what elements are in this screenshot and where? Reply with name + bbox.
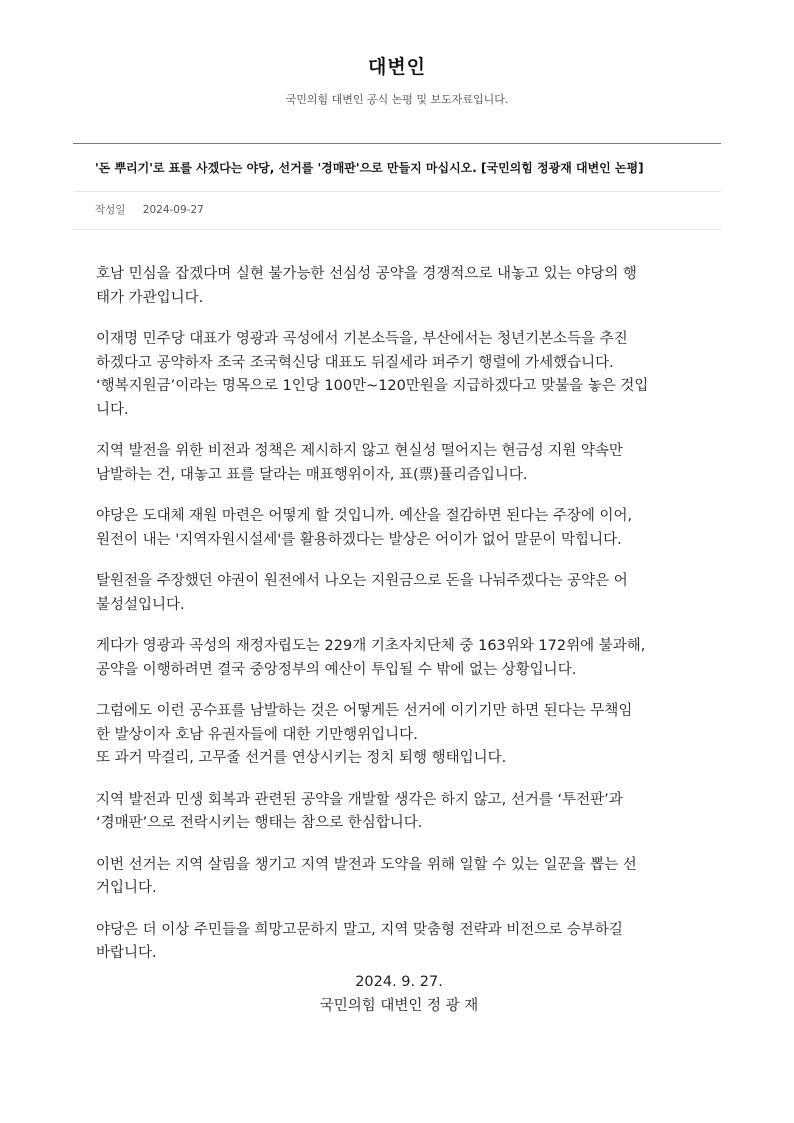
body-paragraph bbox=[96, 263, 702, 310]
body-line: 야당은 도대체 재원 마련은 어떻게 할 것입니까. 예산을 절감하면 된다는 주장에 이어, bbox=[96, 508, 633, 524]
body-paragraph bbox=[96, 570, 702, 617]
signature-block bbox=[96, 970, 702, 1018]
date-label: 작성일 bbox=[95, 204, 126, 216]
body-line: 이번 선거는 지역 살림을 챙기고 지역 발전과 도약을 위해 일할 수 있는 일꾼을 뽑는 선 bbox=[96, 856, 637, 873]
body-line: 그럼에도 이런 공수표를 남발하는 것은 어떻게든 선거에 이기기만 하면 된다는 무책임 bbox=[96, 703, 633, 719]
post-title: '돈 뿌리기'로 표를 사겠다는 야당, 선거를 '경매판'으로 만들지 마십시오. [국민의힘 정광재 대변인 논평] bbox=[95, 161, 644, 175]
signature-author: 국민의힘 대변인 정 광 재 bbox=[319, 998, 479, 1014]
body-line: 탈원전을 주장했던 야권이 원전에서 나오는 지원금으로 돈을 나눠주겠다는 공약은 어 bbox=[96, 573, 628, 589]
body-paragraph bbox=[96, 505, 702, 552]
post-title-bar bbox=[73, 143, 721, 192]
site-title[interactable]: 대변인 bbox=[367, 56, 427, 78]
body-line: 공약을 이행하려면 결국 중앙정부의 예산이 투입될 수 밖에 없는 상황입니다. bbox=[96, 661, 577, 678]
post-body bbox=[96, 263, 702, 984]
body-line: 지역 발전을 위한 비전과 정책은 제시하지 않고 현실성 떨어지는 현금성 지원 약속만 bbox=[96, 443, 623, 459]
body-line: 거입니다. bbox=[96, 880, 157, 896]
body-paragraph bbox=[96, 789, 702, 836]
body-line: 지역 발전과 민생 회복과 관련된 공약을 개발할 생각은 하지 않고, 선거를 ‘투전판’과 bbox=[96, 791, 623, 808]
body-line: 니다. bbox=[96, 401, 129, 418]
body-paragraph bbox=[96, 635, 702, 682]
body-line: 불성설입니다. bbox=[96, 596, 185, 613]
body-paragraph bbox=[96, 919, 702, 966]
post-date: 2024-09-27 bbox=[142, 204, 204, 216]
body-line: ‘경매판’으로 전락시키는 행태는 참으로 한심합니다. bbox=[96, 815, 423, 831]
body-paragraph bbox=[96, 328, 702, 422]
press-release bbox=[73, 143, 721, 230]
body-line: 하겠다고 공약하자 조국 조국혁신당 대표도 뒤질세라 퍼주기 행렬에 가세했습니다. bbox=[96, 354, 614, 371]
body-paragraph bbox=[96, 854, 702, 901]
signature-date: 2024. 9. 27. bbox=[355, 974, 443, 990]
body-line: 또 과거 막걸리, 고무줄 선거를 연상시키는 정치 퇴행 행태입니다. bbox=[96, 750, 507, 766]
body-line: 태가 가관입니다. bbox=[96, 289, 204, 306]
site-subtitle: 국민의힘 대변인 공식 논평 및 보도자료입니다. bbox=[285, 93, 509, 106]
body-line: 호남 민심을 잡겠다며 실현 불가능한 선심성 공약을 경쟁적으로 내놓고 있는 야당의 행 bbox=[96, 266, 637, 282]
body-line: 원전이 내는 '지역자원시설세'를 활용하겠다는 발상은 어이가 없어 말문이 막힙니다. bbox=[96, 531, 622, 548]
body-line: 남발하는 건, 대놓고 표를 달라는 매표행위이자, 표(票)퓰리즘입니다. bbox=[96, 466, 528, 483]
body-paragraph bbox=[96, 700, 702, 771]
body-line: 야당은 더 이상 주민들을 희망고문하지 말고, 지역 맞춤형 전략과 비전으로 승부하길 bbox=[96, 921, 623, 938]
body-line: 게다가 영광과 곡성의 재정자립도는 229개 기초자치단체 중 163위와 172위에 불과해, bbox=[96, 638, 646, 654]
body-line: ‘행복지원금’이라는 명목으로 1인당 100만~120만원을 지급하겠다고 맞불을 놓은 것입 bbox=[96, 378, 649, 394]
body-paragraph bbox=[96, 440, 702, 487]
body-line: 바랍니다. bbox=[96, 945, 157, 961]
site-header bbox=[0, 0, 794, 108]
body-line: 이재명 민주당 대표가 영광과 곡성에서 기본소득을, 부산에서는 청년기본소득을 추진 bbox=[96, 331, 628, 347]
body-line: 한 발상이자 호남 유권자들에 대한 기만행위입니다. bbox=[96, 726, 418, 743]
post-meta bbox=[73, 192, 721, 230]
